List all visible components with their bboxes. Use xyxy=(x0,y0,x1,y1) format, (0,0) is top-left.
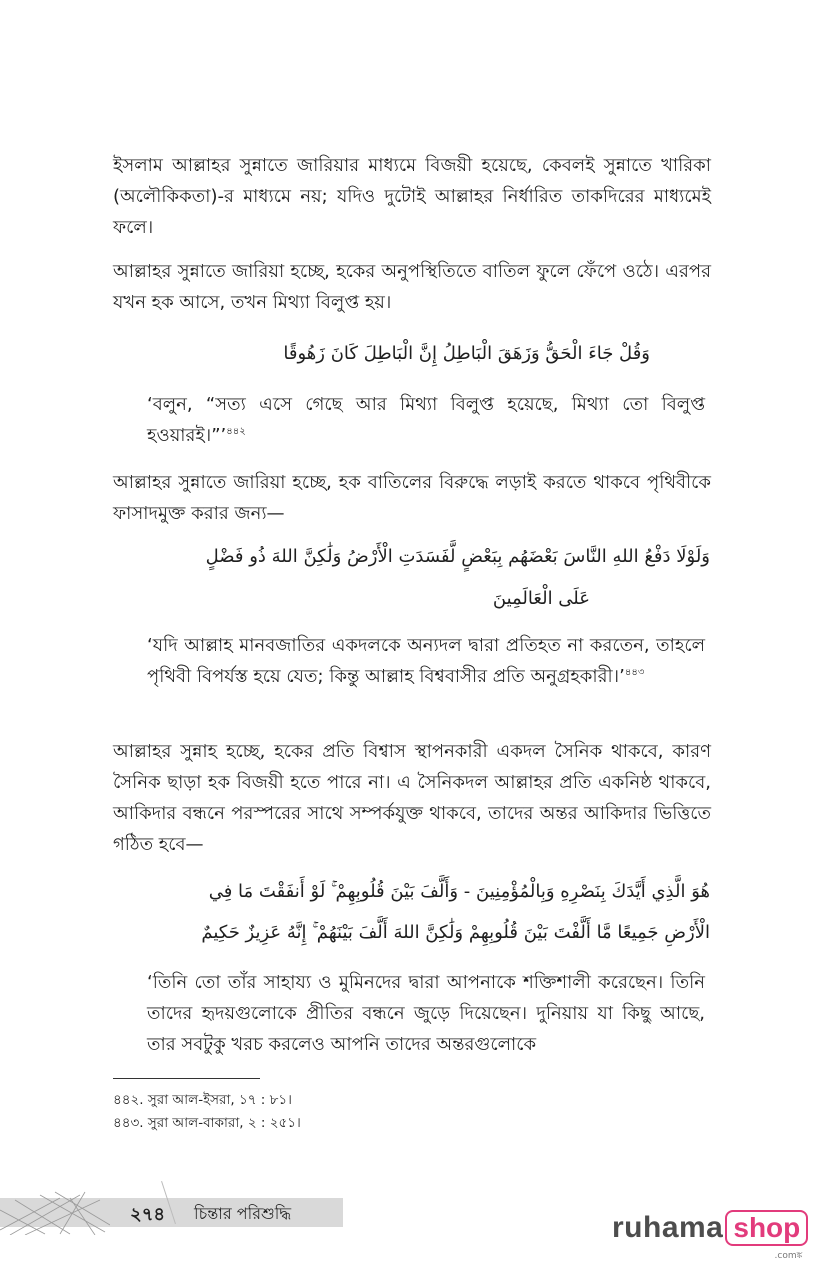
page-number: ২৭৪ xyxy=(130,1204,166,1225)
arabic-verse-2-line-1: وَلَوْلَا دَفْعُ اللهِ النَّاسَ بَعْضَهُم بِبَعْضٍ لَّفَسَدَتِ الْأَرْضُ وَلَٰكِنَّ اللهَ ذُو فَضْلٍ xyxy=(205,546,710,567)
arabic-verse-3-line-1: هُوَ الَّذِي أَيَّدَكَ بِنَصْرِهِ وَبِالْمُؤْمِنِينَ - وَأَلَّفَ بَيْنَ قُلُوبِهِمْ ۚ لَوْ أَنفَقْتَ مَا فِي xyxy=(208,881,710,902)
logo-suffix: .comঙ্ক xyxy=(774,1251,803,1261)
footer-hatch-decoration xyxy=(0,1190,110,1235)
paragraph-4: আল্লাহর সুন্নাহ হচ্ছে, হকের প্রতি বিশ্বাস স্থাপনকারী একদল সৈনিক থাকবে, কারণ সৈনিক ছাড়া হক বিজয়ী হতে পারে না। এ সৈনিকদল আল্লাহর প্রতি একনিষ্ঠ থাকবে, আকিদার বন্ধনে পরস্পরের সাথে সম্পর্কযুক্ত থাকবে, তাদের অন্তর আকিদার ভিত্তিতে গঠিত হবে— xyxy=(113,741,711,855)
quote-2 xyxy=(147,630,705,692)
logo-text-ruhama: ruhama xyxy=(612,1211,724,1244)
footnote-ref-442: ৪৪২ xyxy=(226,426,246,437)
arabic-verse-1: وَقُلْ جَاءَ الْحَقُّ وَزَهَقَ الْبَاطِلُ إِنَّ الْبَاطِلَ كَانَ زَهُوقًا xyxy=(283,343,650,364)
quote-2-text: ‘যদি আল্লাহ মানবজাতির একদলকে অন্যদল দ্বারা প্রতিহত না করতেন, তাহলে পৃথিবী বিপর্যস্ত হয়ে যেত; কিন্তু আল্লাহ বিশ্ববাসীর প্রতি অনুগ্রহকারী।’ xyxy=(147,635,705,687)
book-title: চিন্তার পরিশুদ্ধি xyxy=(194,1204,292,1223)
quote-3: ‘তিনি তো তাঁর সাহায্য ও মুমিনদের দ্বারা আপনাকে শক্তিশালী করেছেন। তিনি তাদের হৃদয়গুলোকে প্রীতির বন্ধনে জুড়ে দিয়েছেন। দুনিয়ায় যা কিছু আছে, তার সবটুকু খরচ করলেও আপনি তাদের অন্তরগুলোকে xyxy=(147,972,705,1055)
footnote-442: ৪৪২. সুরা আল-ইসরা, ১৭ : ৮১। xyxy=(113,1092,292,1108)
footnote-ref-443: ৪৪৩ xyxy=(624,667,645,678)
footnote-443: ৪৪৩. সুরা আল-বাকারা, ২ : ২৫১। xyxy=(113,1115,301,1131)
quote-1 xyxy=(147,389,705,451)
arabic-verse-2-line-2: عَلَى الْعَالَمِينَ xyxy=(492,588,590,609)
paragraph-2: আল্লাহর সুন্নাতে জারিয়া হচ্ছে, হকের অনুপস্থিতিতে বাতিল ফুলে ফেঁপে ওঠে। এরপর যখন হক আসে, তখন মিথ্যা বিলুপ্ত হয়। xyxy=(113,261,711,313)
logo-text-shop: shop xyxy=(725,1210,808,1246)
footnote-divider xyxy=(113,1078,260,1079)
arabic-verse-3-line-2: الْأَرْضِ جَمِيعًا مَّا أَلَّفْتَ بَيْنَ قُلُوبِهِمْ وَلَٰكِنَّ اللهَ أَلَّفَ بَيْنَهُمْ ۚ إِنَّهُ عَزِيزٌ حَكِيمٌ xyxy=(201,922,710,943)
quote-1-text: ‘বলুন, “সত্য এসে গেছে আর মিথ্যা বিলুপ্ত হয়েছে, মিথ্যা তো বিলুপ্ত হওয়ারই।”’ xyxy=(147,394,705,446)
ruhamashop-logo xyxy=(612,1210,808,1261)
paragraph-1: ইসলাম আল্লাহর সুন্নাতে জারিয়ার মাধ্যমে বিজয়ী হয়েছে, কেবলই সুন্নাতে খারিকা (অলৌকিকতা)-র মাধ্যমে নয়; যদিও দুটোই আল্লাহর নির্ধারিত তাকদিরের মাধ্যমেই ফলে। xyxy=(113,155,711,238)
paragraph-3: আল্লাহর সুন্নাতে জারিয়া হচ্ছে, হক বাতিলের বিরুদ্ধে লড়াই করতে থাকবে পৃথিবীকে ফাসাদমুক্ত করার জন্য— xyxy=(113,472,711,524)
